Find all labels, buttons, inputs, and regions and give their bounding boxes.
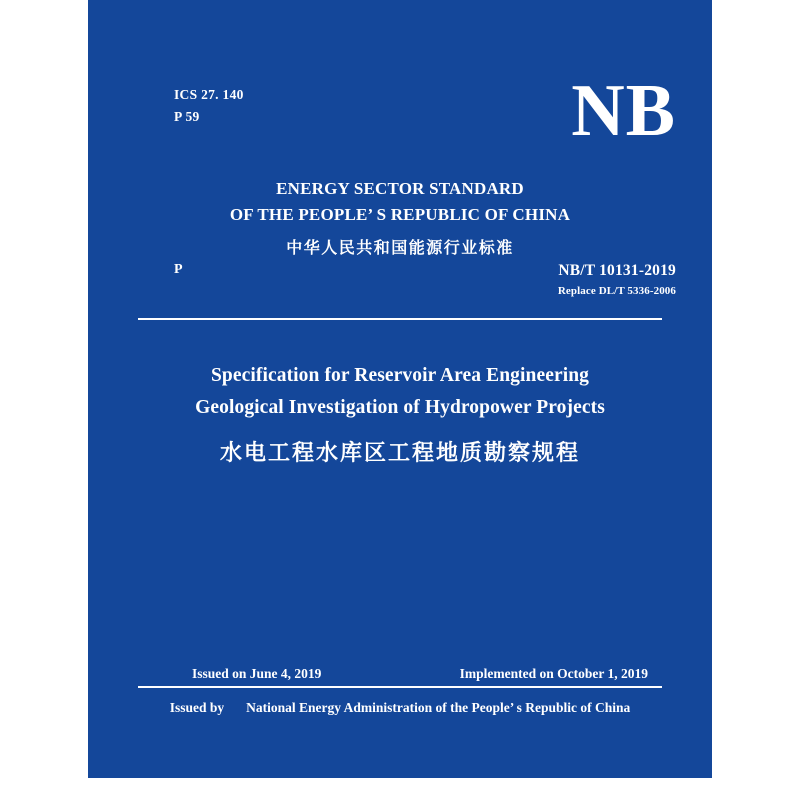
- issuer-name: National Energy Administration of the People’ s Republic of China: [246, 700, 631, 715]
- standard-code-row: [88, 262, 712, 308]
- organization-en-line1: ENERGY SECTOR STANDARD: [276, 179, 524, 198]
- organization-en-line2: OF THE PEOPLE’ S REPUBLIC OF CHINA: [229, 204, 571, 224]
- standard-code-block: [558, 262, 676, 297]
- implementation-date: Implemented on October 1, 2019: [459, 666, 648, 681]
- standard-cover: [88, 0, 712, 778]
- title-cn: 水电工程水库区工程地质勘察规程: [219, 441, 580, 467]
- organization-cn: 中华人民共和国能源行业标准: [286, 238, 514, 257]
- dates-row: [88, 666, 712, 686]
- document-title: [88, 360, 712, 467]
- nb-logo: NB: [571, 70, 676, 152]
- replaces-note: Replace DL/T 5336-2006: [557, 285, 676, 297]
- issuer-label: Issued by: [169, 700, 225, 715]
- issuer-row: [88, 700, 712, 716]
- issuing-organization: [88, 176, 712, 258]
- title-en-line2: Geological Investigation of Hydropower Projects: [195, 397, 605, 419]
- divider-top: [138, 318, 662, 320]
- divider-bottom: [138, 686, 662, 688]
- cover-header: [88, 70, 712, 164]
- cover-content: [88, 0, 712, 778]
- left-mark: P: [174, 262, 183, 277]
- standard-number: NB/T 10131-2019: [558, 262, 676, 279]
- category-code: P 59: [174, 109, 200, 125]
- title-en-line1: Specification for Reservoir Area Engineering: [210, 365, 590, 386]
- classification-block: [174, 84, 244, 129]
- issue-date: Issued on June 4, 2019: [192, 666, 322, 681]
- ics-code: ICS 27. 140: [174, 87, 244, 102]
